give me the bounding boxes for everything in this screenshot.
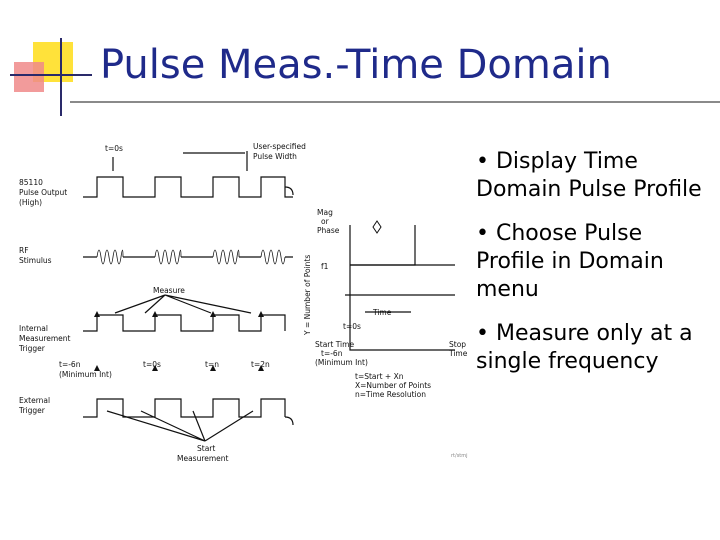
label-start-1: Start: [197, 444, 216, 453]
label-measure: Measure: [153, 286, 185, 295]
label-t-n: t=n: [205, 360, 219, 369]
label-pulse-out-2: Pulse Output: [19, 188, 68, 197]
label-formula-1: t=Start + Xn: [355, 372, 404, 381]
label-internal-2: Measurement: [19, 334, 71, 343]
label-start-time-1: Start Time: [315, 340, 355, 349]
label-start-time-3: (Minimum Int): [315, 358, 368, 367]
label-rf-2: Stimulus: [19, 256, 52, 265]
label-user-pw-1: User-specified: [253, 142, 306, 151]
slide-title: Pulse Meas.-Time Domain: [100, 42, 612, 88]
label-rf-1: RF: [19, 246, 29, 255]
label-external-1: External: [19, 396, 51, 405]
label-pulse-out-3: (High): [19, 198, 43, 207]
label-t0-mid: t=0s: [143, 360, 161, 369]
decor-square-red: [14, 62, 44, 92]
label-pulse-out-1: 85110: [19, 178, 43, 187]
label-internal-3: Trigger: [19, 344, 45, 353]
pulse-timing-diagram: [15, 135, 480, 465]
label-user-pw-2: Pulse Width: [253, 152, 297, 161]
label-start-2: Measurement: [177, 454, 229, 463]
label-formula-3: n=Time Resolution: [355, 390, 426, 399]
label-internal-1: Internal: [19, 324, 48, 333]
label-mag-3: Phase: [317, 226, 340, 235]
label-formula-2: X=Number of Points: [355, 381, 432, 390]
label-stop-2: Time: [449, 349, 468, 358]
label-mag-2: or: [321, 217, 329, 226]
label-t0-top: t=0s: [105, 144, 123, 153]
label-t-minus-2: (Minimum Int): [59, 370, 112, 379]
bullet-item: • Measure only at a single frequency: [476, 321, 693, 374]
label-time: Time: [373, 308, 392, 317]
label-f1: f1: [321, 262, 329, 271]
label-credit: rt/stmj: [451, 453, 468, 459]
label-stop-1: Stop: [449, 340, 467, 349]
decor-line-horizontal: [10, 74, 92, 76]
label-external-2: Trigger: [19, 406, 45, 415]
decor-line-vertical: [60, 38, 62, 116]
label-y-axis: Y = Number of Points: [303, 254, 312, 335]
bullet-item: • Display Time Domain Pulse Profile: [476, 149, 702, 202]
label-start-time-2: t=-6n: [321, 349, 343, 358]
label-mag-1: Mag: [317, 208, 333, 217]
label-t-2n: t=2n: [251, 360, 270, 369]
label-t0-right: t=0s: [343, 322, 361, 331]
bullet-list: [476, 148, 716, 392]
bullet-item: • Choose Pulse Profile in Domain menu: [476, 221, 664, 302]
title-rule: [70, 101, 720, 103]
label-t-minus-1: t=-6n: [59, 360, 81, 369]
